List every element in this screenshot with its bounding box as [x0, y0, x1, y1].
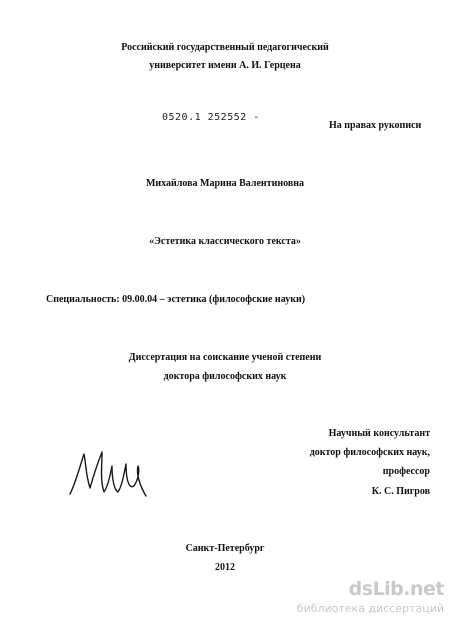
watermark	[268, 578, 444, 618]
city: Санкт-Петербург	[185, 543, 265, 554]
watermark-logo: dsLib.net	[348, 578, 444, 600]
year: 2012	[215, 562, 235, 573]
degree-line-2: доктора философских наук	[163, 371, 287, 382]
degree-line-1: Диссертация на соискание ученой степени	[128, 352, 322, 363]
specialty-line: Специальность: 09.00.04 – эстетика (философские науки)	[46, 294, 306, 305]
university-name-line-1: Российский государственный педагогический	[121, 42, 329, 53]
consultant-name: К. С. Пигров	[371, 486, 430, 497]
consultant-title: профессор	[382, 466, 430, 477]
registration-stamp: 0520.1 252552 -	[162, 112, 260, 123]
handwritten-signature	[66, 446, 150, 504]
university-name-line-2: университет имени А. И. Герцена	[149, 60, 301, 71]
consultant-role: Научный консультант	[328, 428, 430, 439]
rights-note: На правах рукописи	[329, 120, 422, 131]
dissertation-title: «Эстетика классического текста»	[149, 236, 301, 247]
consultant-degree: доктор философских наук,	[309, 447, 430, 458]
author-name: Михайлова Марина Валентиновна	[145, 178, 305, 189]
watermark-subtitle: библиотека диссертаций	[296, 602, 444, 615]
